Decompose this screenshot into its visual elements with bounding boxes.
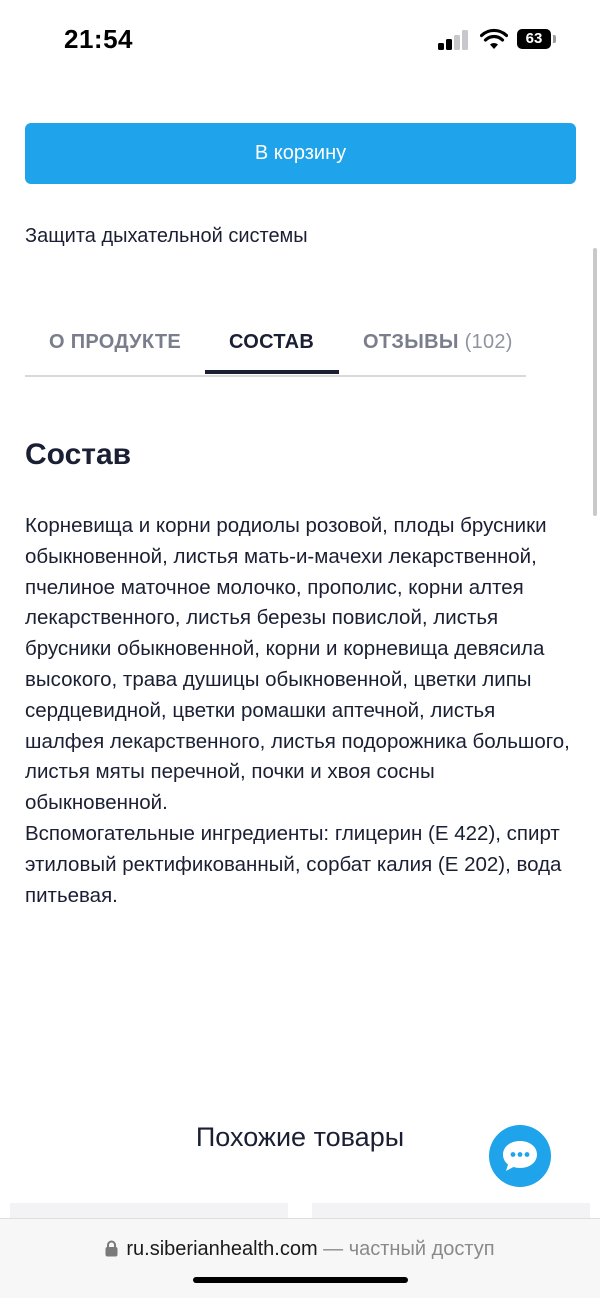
status-bar bbox=[0, 0, 600, 80]
tab-composition[interactable] bbox=[229, 331, 314, 354]
tab-reviews[interactable] bbox=[363, 331, 513, 354]
tab-about[interactable] bbox=[49, 331, 181, 354]
active-tab-indicator bbox=[205, 370, 339, 374]
tab-about-label: О ПРОДУКТЕ bbox=[49, 331, 182, 353]
add-to-cart-button[interactable]: В корзину bbox=[25, 123, 576, 184]
wifi-icon bbox=[480, 28, 508, 50]
battery-percent: 63 bbox=[525, 30, 543, 47]
reviews-count: (102) bbox=[464, 331, 513, 353]
tab-composition-label: СОСТАВ bbox=[229, 331, 315, 353]
similar-products-heading: Похожие товары bbox=[195, 1122, 405, 1152]
battery-icon bbox=[517, 29, 555, 49]
status-time: 21:54 bbox=[64, 24, 133, 54]
address-domain: ru.siberianhealth.com bbox=[126, 1238, 318, 1260]
composition-auxiliary: Вспомогательные ингредиенты: глицерин (Е 422), спирт этиловый ректификованный, сорбат калия (Е 202), вода питьевая. bbox=[25, 821, 562, 907]
cellular-signal-icon bbox=[438, 30, 468, 50]
private-access-label: — частный доступ bbox=[323, 1238, 495, 1260]
composition-text bbox=[25, 511, 580, 911]
chat-button[interactable] bbox=[489, 1125, 551, 1187]
scrollbar[interactable] bbox=[593, 248, 597, 516]
address-text[interactable] bbox=[0, 1238, 600, 1261]
home-indicator[interactable] bbox=[193, 1277, 408, 1283]
lock-icon bbox=[105, 1240, 118, 1257]
tab-reviews-label: ОТЗЫВЫ bbox=[363, 331, 459, 353]
product-subtitle: Защита дыхательной системы bbox=[25, 225, 308, 247]
browser-address-bar[interactable] bbox=[0, 1218, 600, 1298]
composition-heading: Состав bbox=[25, 438, 132, 471]
composition-ingredients: Корневища и корни родиолы розовой, плоды брусники обыкновенной, листья мать-и-мачехи лекарственной, пчелиное маточное молочко, прополис, корни алтея лекарственного, листья березы повислой, листья брусники обыкновенной, корни и корневища девясила высокого, трава душицы обыкновенной, цветки липы сердцевидной, цветки ромашки аптечной, листья шалфея лекарственного, листья подорожника большого, листья мяты перечной, почки и хвоя сосны обыкновенной. bbox=[25, 514, 570, 815]
chat-bubble-icon bbox=[501, 1139, 539, 1173]
product-tabs bbox=[25, 316, 526, 377]
